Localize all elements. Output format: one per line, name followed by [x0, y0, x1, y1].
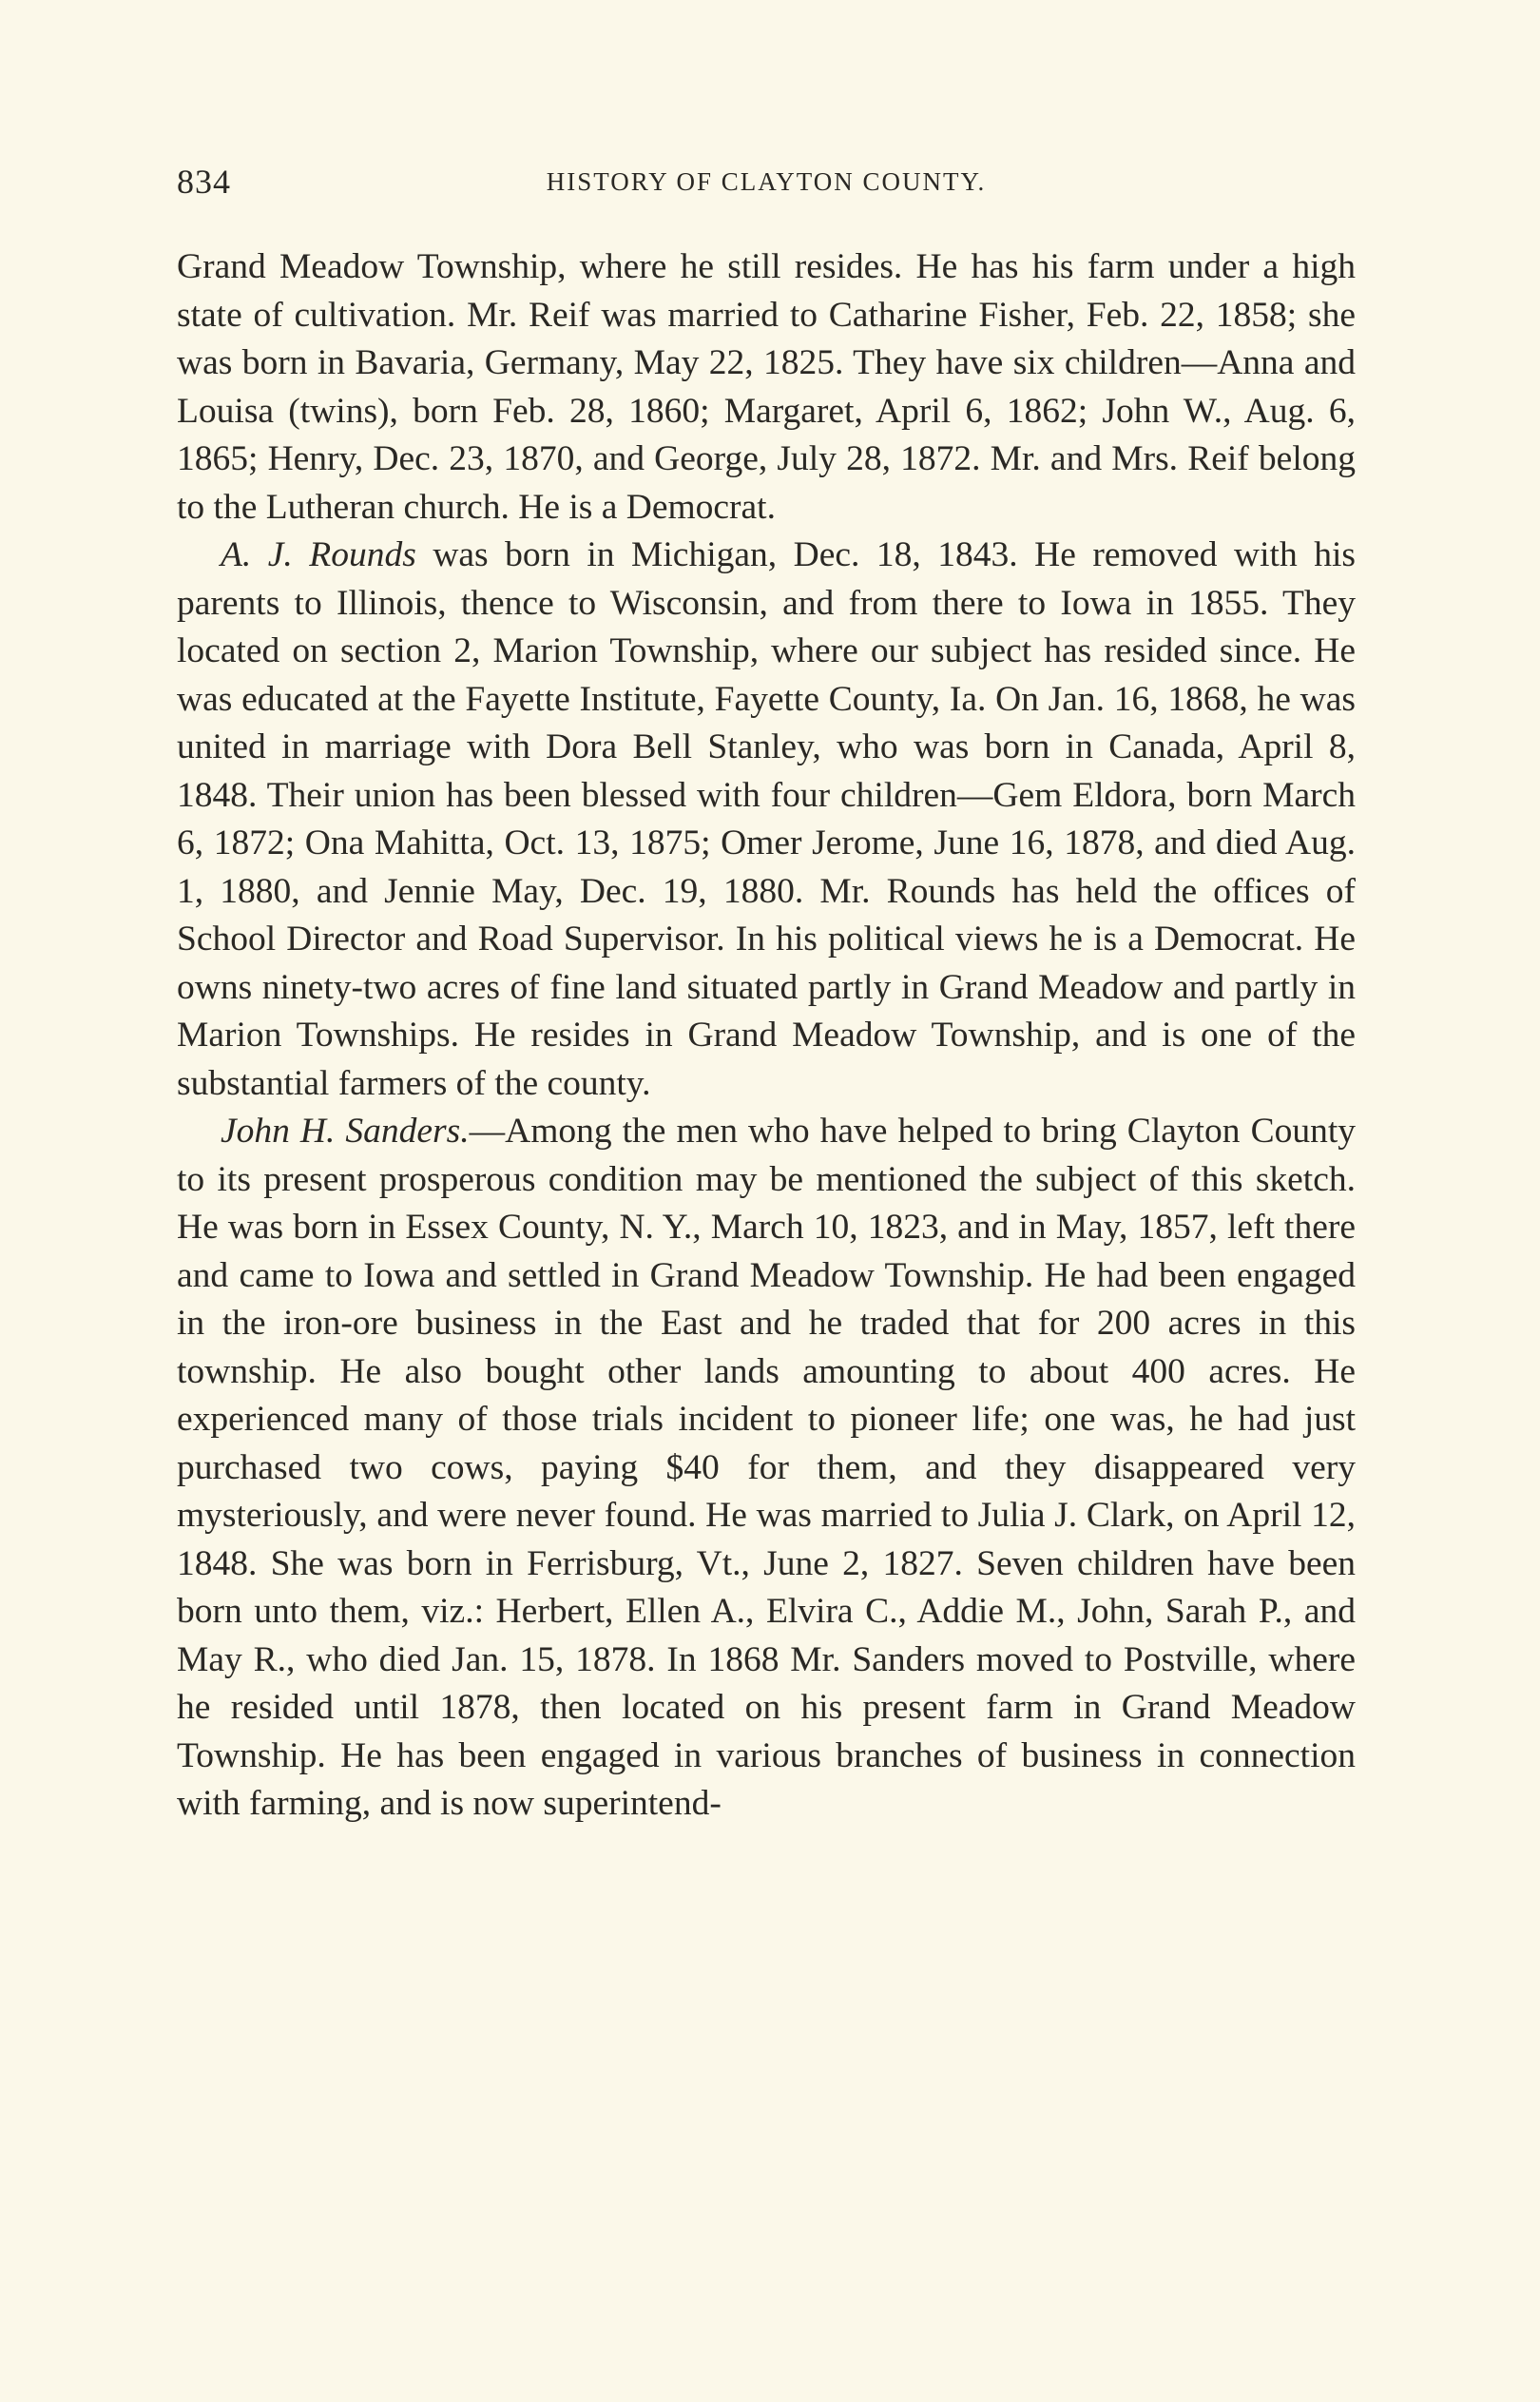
running-title: HISTORY OF CLAYTON COUNTY. [546, 167, 987, 196]
paragraph-sanders [177, 1108, 1356, 1829]
body-text [177, 243, 1356, 1829]
paragraph-rounds [177, 532, 1356, 1108]
paragraph-text: Grand Meadow Township, where he still resides. He has his farm under a high state of cultivation. Mr. Reif was married to Catharine Fisher, Feb. 22, 1858; she was born in Bavaria, Germany, May 22, 1825. They have six children—Anna and Louisa (twins), born Feb. 28, 1860; Margaret, April 6, 1862; John W., Aug. 6, 1865; Henry, Dec. 23, 1870, and George, July 28, 1872. Mr. and Mrs. Reif belong to the Lutheran church. He is a Democrat. [177, 247, 1356, 527]
page-header [177, 162, 1356, 209]
biography-name: A. J. Rounds [221, 535, 416, 574]
page-number: 834 [177, 163, 231, 201]
paragraph-text: —Among the men who have helped to bring Clayton County to its present prosperous condition may be mentioned the subject of this sketch. He was born in Essex County, N. Y., March 10, 1823, and in May, 1857, left there and came to Iowa and settled in Grand Meadow Township. He had been engaged in the iron-ore business in the East and he traded that for 200 acres in this township. He also bought other lands amounting to about 400 acres. He experienced many of those trials incident to pioneer life; one was, he had just purchased two cows, paying $40 for them, and they disappeared very mysteriously, and were never found. He was married to Julia J. Clark, on April 12, 1848. She was born in Ferrisburg, Vt., June 2, 1827. Seven children have been born unto them, viz.: Herbert, Ellen A., Elvira C., Addie M., John, Sarah P., and May R., who died Jan. 15, 1878. In 1868 Mr. Sanders moved to Postville, where he resided until 1878, then located on his present farm in Grand Meadow Township. He has been engaged in various branches of business in connection with farming, and is now superintend- [177, 1112, 1357, 1823]
paragraph-reif [177, 243, 1356, 532]
book-page [177, 162, 1356, 2349]
biography-name: John H. Sanders. [221, 1112, 470, 1151]
paragraph-text: was born in Michigan, Dec. 18, 1843. He removed with his parents to Illinois, thence to Wisconsin, and from there to Iowa in 1855. They located on section 2, Marion Township, where our subject has resided since. He was educated at the Fayette Institute, Fayette County, Ia. On Jan. 16, 1868, he was united in marriage with Dora Bell Stanley, who was born in Canada, April 8, 1848. Their union has been blessed with four children—Gem Eldora, born March 6, 1872; Ona Mahitta, Oct. 13, 1875; Omer Jerome, June 16, 1878, and died Aug. 1, 1880, and Jennie May, Dec. 19, 1880. Mr. Rounds has held the offices of School Director and Road Supervisor. In his political views he is a Democrat. He owns ninety-two acres of fine land situated partly in Grand Meadow and partly in Marion Townships. He resides in Grand Meadow Township, and is one of the substantial farmers of the county. [177, 535, 1356, 1103]
